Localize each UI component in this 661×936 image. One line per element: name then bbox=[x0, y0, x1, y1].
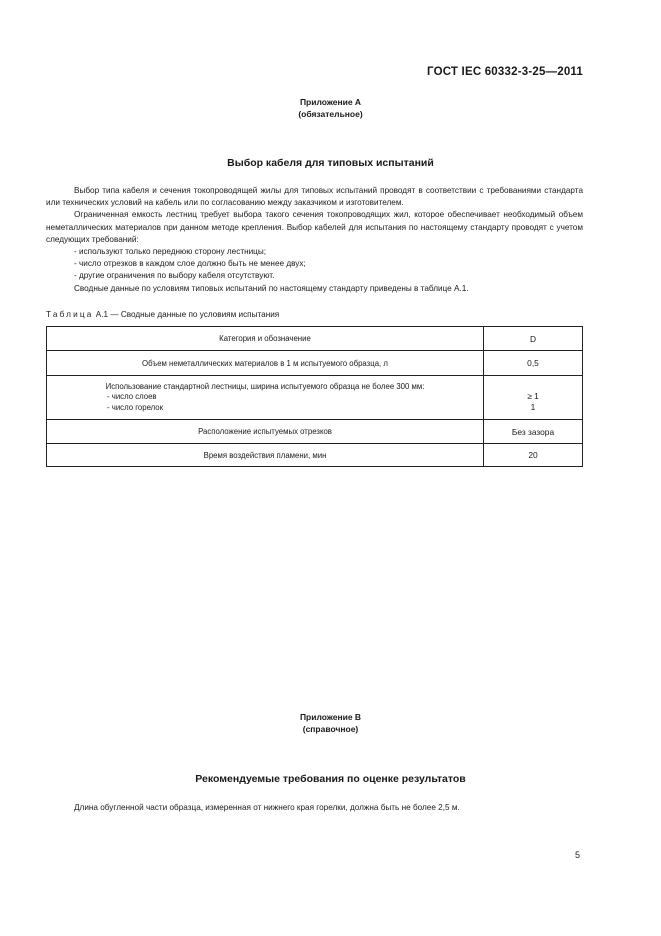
summary-table bbox=[46, 326, 583, 467]
table-cell-value: 20 bbox=[484, 444, 583, 467]
paragraph-cable-selection: Выбор типа кабеля и сечения токопроводящей жилы для типовых испытаний проводят в соответствии с требованиями стандарта или технических условий на кабель или по согласованию между заказчиком и изготовителем. bbox=[46, 186, 583, 208]
table-caption-title: А.1 — Сводные данные по условиям испытания bbox=[93, 310, 280, 319]
standard-number: ГОСТ IEC 60332-3-25—2011 bbox=[427, 66, 583, 78]
table-cell-param: Категория и обозначение bbox=[47, 327, 484, 351]
paragraph-ladder-capacity: Ограниченная емкость лестниц требует выбора такого сечения токопроводящих жил, которое обеспечивает необходимый объем неметаллических материалов при данном методе крепления. Выбор кабелей для испытания по настоящему стандарту проводят с учетом следующих требований: bbox=[46, 210, 583, 244]
table-cell-param: Расположение испытуемых отрезков bbox=[47, 420, 484, 444]
ladder-param-text: Использование стандартной лестницы, ширина испытуемого образца не более 300 мм: bbox=[105, 382, 425, 391]
table-row bbox=[47, 351, 583, 376]
table-cell-value bbox=[484, 376, 583, 420]
table-caption bbox=[46, 310, 279, 319]
ladder-value-layers: ≥ 1 bbox=[527, 390, 539, 401]
page-number: 5 bbox=[574, 850, 580, 860]
appendix-b-body: Длина обугленной части образца, измеренная от нижнего края горелки, должна быть не более 2,5 м. bbox=[74, 803, 460, 812]
table-cell-param: Время воздействия пламени, мин bbox=[47, 444, 484, 467]
ladder-sub-burners: - число горелок bbox=[107, 403, 164, 412]
table-cell-value: 0,5 bbox=[484, 351, 583, 376]
appendix-a-title: Приложение А bbox=[299, 97, 362, 107]
appendix-b-header bbox=[0, 711, 661, 735]
table-cell-param bbox=[47, 376, 484, 420]
appendix-b-title: Приложение В bbox=[299, 712, 362, 722]
table-cell-value: D bbox=[484, 327, 583, 351]
table-cell-value: Без зазора bbox=[484, 420, 583, 444]
table-row bbox=[47, 327, 583, 351]
requirement-item: - другие ограничения по выбору кабеля отсутствуют. bbox=[74, 271, 275, 281]
appendix-a-status: (обязательное) bbox=[298, 109, 363, 119]
appendix-b-status: (справочное) bbox=[302, 724, 359, 734]
table-row bbox=[47, 444, 583, 467]
requirement-item: - число отрезков в каждом слое должно быть не менее двух; bbox=[74, 259, 306, 269]
appendix-a-heading: Выбор кабеля для типовых испытаний bbox=[227, 157, 434, 169]
ladder-value-burners: 1 bbox=[530, 401, 536, 412]
requirement-item: - используют только переднюю сторону лестницы; bbox=[74, 247, 267, 257]
table-caption-label: Таблица bbox=[46, 310, 94, 319]
table-row bbox=[47, 376, 583, 420]
appendix-a-body bbox=[46, 185, 583, 295]
ladder-sub-layers: - число слоев bbox=[107, 392, 157, 401]
paragraph-summary: Сводные данные по условиям типовых испытаний по настоящему стандарту приведены в таблице А.1. bbox=[74, 283, 469, 293]
table-row bbox=[47, 420, 583, 444]
appendix-a-header bbox=[0, 96, 661, 120]
appendix-b-heading: Рекомендуемые требования по оценке результатов bbox=[195, 773, 466, 785]
table-cell-param: Объем неметаллических материалов в 1 м испытуемого образца, л bbox=[47, 351, 484, 376]
